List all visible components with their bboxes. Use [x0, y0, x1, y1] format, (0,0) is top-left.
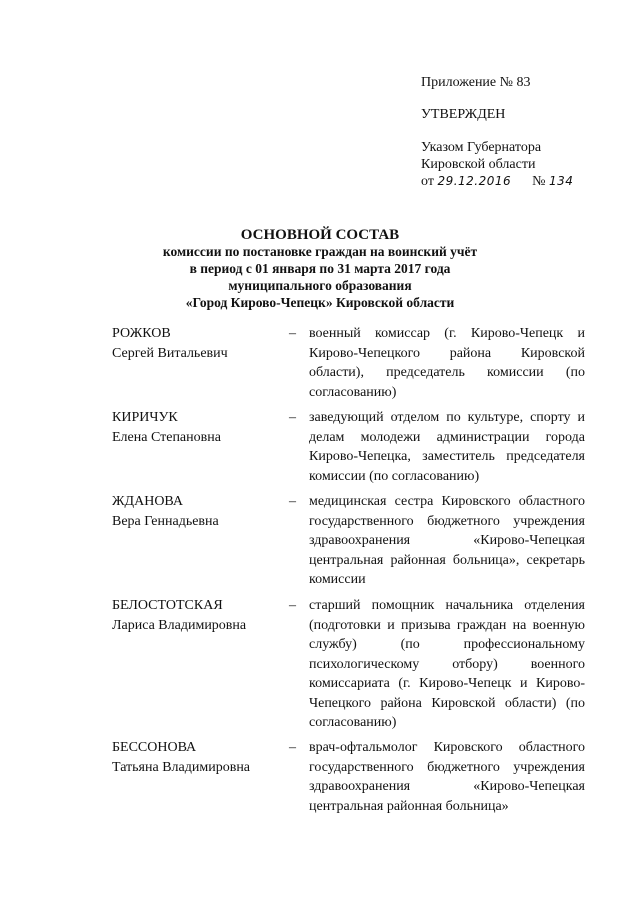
- member-entry: [112, 492, 592, 596]
- member-entry: [112, 324, 592, 408]
- decree-date-line: [421, 173, 621, 190]
- member-last-name: ЖДАНОВА: [112, 494, 183, 509]
- member-role: военный комиссар (г. Кирово-Чепецк и Кирово-Чепецкого района Кировской области), председатель комиссии (по согласованию): [309, 326, 585, 400]
- member-last-name: РОЖКОВ: [112, 326, 171, 341]
- decree-line-1: Указом Губернатора: [421, 140, 542, 155]
- appendix-number: Приложение № 83: [421, 75, 531, 90]
- member-last-name: БЕЛОСТОТСКАЯ: [112, 598, 223, 613]
- member-last-name: БЕССОНОВА: [112, 740, 197, 755]
- member-dash: –: [289, 494, 296, 509]
- number-label: №: [532, 174, 546, 189]
- member-entry: [112, 738, 592, 828]
- date-prefix: от: [421, 174, 434, 189]
- subtitle-line: в период с 01 января по 31 марта 2017 года: [189, 261, 451, 276]
- member-first-names: Елена Степановна: [112, 430, 221, 445]
- member-first-names: Татьяна Владимировна: [112, 760, 251, 775]
- document-subtitle: [0, 243, 640, 311]
- member-role: врач-офтальмолог Кировского областного государственного бюджетного учреждения здравоохранения «Кирово-Чепецкая центральная районная больница»: [309, 740, 585, 814]
- member-role: заведующий отделом по культуре, спорту и делам молодежи администрации города Кирово-Чепецка, заместитель председателя комиссии (по согласованию): [309, 410, 585, 484]
- subtitle-line: «Город Кирово-Чепецк» Кировской области: [185, 295, 455, 310]
- member-first-names: Вера Геннадьевна: [112, 514, 219, 529]
- handwritten-date: 29.12.2016: [437, 174, 512, 188]
- member-last-name: КИРИЧУК: [112, 410, 178, 425]
- commission-member-list: [112, 324, 592, 828]
- member-dash: –: [289, 598, 296, 613]
- member-role: старший помощник начальника отделения (подготовки и призыва граждан на военную службу) (по профессиональному психологическому отбору) военного комиссариата (г. Кирово-Чепецк и Кирово-Чепецкого района Кировской области) (по согласованию): [309, 598, 585, 730]
- subtitle-line: муниципального образования: [228, 278, 412, 293]
- member-dash: –: [289, 326, 296, 341]
- member-first-names: Сергей Витальевич: [112, 346, 228, 361]
- member-entry: [112, 596, 592, 738]
- document-title: ОСНОВНОЙ СОСТАВ: [240, 227, 400, 243]
- member-entry: [112, 408, 592, 492]
- approval-block: [421, 74, 621, 190]
- decree-line-2: Кировской области: [421, 157, 536, 172]
- member-role: медицинская сестра Кировского областного государственного бюджетного учреждения здравоохранения «Кирово-Чепецкая центральная районная больница», секретарь комиссии: [309, 494, 585, 587]
- handwritten-number: 134: [549, 174, 574, 188]
- member-dash: –: [289, 410, 296, 425]
- approved-label: УТВЕРЖДЕН: [421, 107, 506, 122]
- member-dash: –: [289, 740, 296, 755]
- subtitle-line: комиссии по постановке граждан на воинский учёт: [162, 244, 478, 259]
- member-first-names: Лариса Владимировна: [112, 618, 247, 633]
